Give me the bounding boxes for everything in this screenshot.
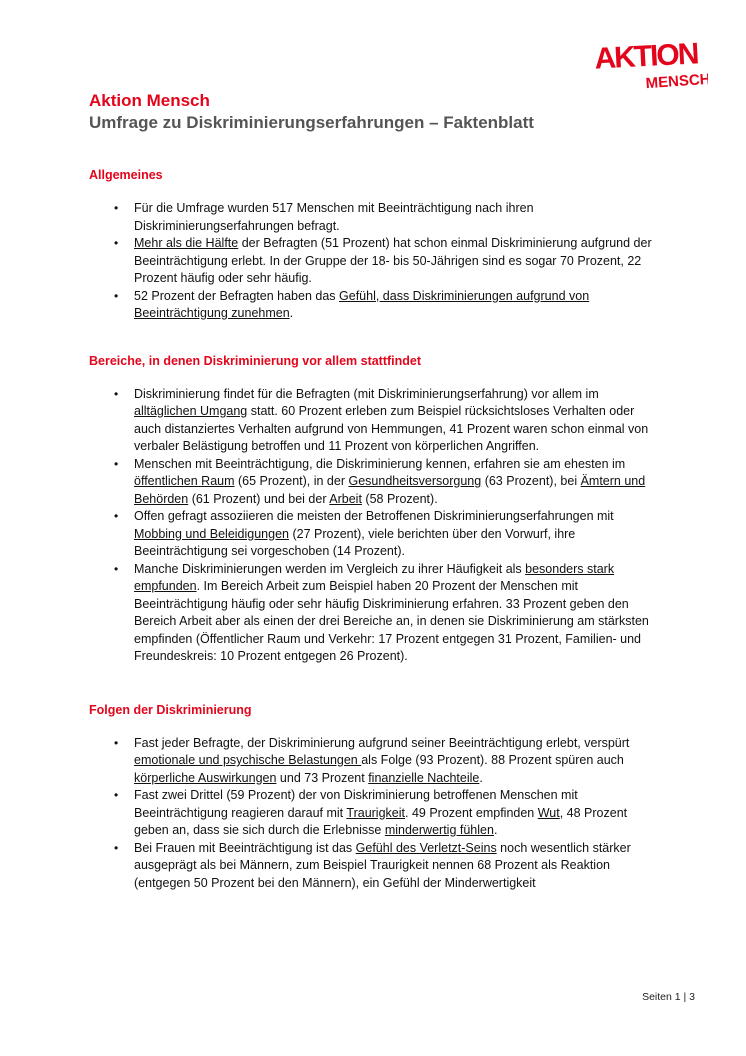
underlined-phrase: öffentlichen Raum	[134, 474, 235, 488]
underlined-phrase: Ämtern und Behörden	[134, 474, 646, 506]
text-segment: (27 Prozent), viele berichten über den Vorwurf, ihre Beeinträchtigung sei vorgeschoben (14 Prozent).	[134, 526, 576, 558]
underlined-phrase: Gefühl des Verletzt-Seins	[355, 840, 497, 855]
text-segment: als Folge (93 Prozent). 88 Prozent spüren auch	[361, 753, 624, 767]
text-segment: (58 Prozent).	[361, 491, 438, 506]
text-segment: Diskriminierung findet für die Befragten (mit Diskriminierungserfahrung) vor allem im	[134, 386, 599, 401]
section-title: Allgemeines	[89, 168, 163, 182]
underlined-phrase: Mobbing und Beleidigungen	[134, 526, 289, 541]
text-segment: .	[479, 770, 483, 785]
text-segment: der Befragten (51 Prozent) hat schon einmal Diskriminierung aufgrund der Beeinträchtigung erlebt. In der Gruppe der 18- bis 50-Jährigen sind es sogar 70 Prozent, 22 Prozent häufig oder sehr häufig.	[134, 236, 652, 285]
section	[89, 353, 659, 666]
bullet-item	[89, 235, 659, 288]
underlined-phrase: Traurigkeit	[346, 805, 405, 820]
text-segment: (65 Prozent), in der	[234, 474, 349, 488]
bullet-list	[89, 735, 659, 893]
underlined-phrase: minderwertig fühlen	[384, 823, 494, 837]
text-segment: (63 Prozent), bei	[481, 474, 581, 488]
text-segment: noch wesentlich stärker ausgeprägt als bei Männern, zum Beispiel Traurigkeit nennen 68 Prozent als Reaktion (entgegen 50 Prozent bei den Männern), ein Gefühl der Minderwertigkeit	[134, 840, 631, 890]
document-title: Umfrage zu Diskriminierungserfahrungen – Faktenblatt	[89, 113, 534, 132]
bullet-list	[89, 386, 659, 666]
text-segment: .	[493, 823, 498, 837]
bullet-list	[89, 200, 659, 323]
text-segment: und 73 Prozent	[276, 770, 369, 785]
text-segment: statt. 60 Prozent erleben zum Beispiel rücksichtsloses Verhalten oder auch distanziertes Verhalten aufgrund von Hemmungen, 41 Prozent waren schon einmal von verbaler Belästigung betroffen und 11 Prozent von körperlichen Angriffen.	[134, 404, 649, 453]
text-segment: Fast zwei Drittel (59 Prozent) der von Diskriminierung betroffenen Menschen mit Beeinträchtigung reagieren darauf mit	[134, 788, 578, 820]
section	[89, 702, 659, 893]
text-segment: .	[289, 306, 294, 320]
underlined-phrase: Mehr als die Hälfte	[134, 236, 239, 250]
underlined-phrase: Gesundheitsversorgung	[348, 474, 482, 488]
document-header	[89, 90, 689, 134]
logo-graphic	[584, 38, 708, 90]
bullet-item	[89, 386, 659, 456]
bullet-item	[89, 456, 659, 509]
text-segment: (61 Prozent) und bei der	[188, 491, 330, 506]
text-segment: Bei Frauen mit Beeinträchtigung ist das	[134, 840, 356, 855]
svg-text:AKTION: AKTION	[593, 38, 699, 76]
bullet-item	[89, 787, 659, 840]
svg-text:MENSCH: MENSCH	[645, 70, 708, 90]
underlined-phrase: alltäglichen Umgang	[134, 404, 248, 418]
underlined-phrase: körperliche Auswirkungen	[134, 770, 277, 785]
text-segment: 52 Prozent der Befragten haben das	[134, 288, 340, 303]
bullet-item	[89, 200, 659, 235]
organization-title: Aktion Mensch	[89, 91, 210, 110]
text-segment: Manche Diskriminierungen werden im Vergleich zu ihrer Häufigkeit als	[134, 561, 526, 576]
aktion-mensch-logo	[584, 38, 708, 90]
underlined-phrase: Gefühl, dass Diskriminierungen aufgrund von Beeinträchtigung zunehmen	[134, 288, 590, 320]
page-number: Seiten 1 | 3	[642, 991, 695, 1003]
bullet-item	[89, 840, 659, 893]
bullet-item	[89, 561, 659, 666]
underlined-phrase: Wut	[537, 805, 560, 820]
text-segment: Menschen mit Beeinträchtigung, die Diskriminierung kennen, erfahren sie am ehesten im	[134, 456, 626, 471]
section	[89, 167, 659, 323]
underlined-phrase: finanzielle Nachteile	[368, 770, 480, 785]
text-segment: Für die Umfrage wurden 517 Menschen mit Beeinträchtigung nach ihren Diskriminierungserfahrungen befragt.	[134, 201, 534, 233]
text-segment: . Im Bereich Arbeit zum Beispiel haben 20 Prozent der Menschen mit Beeinträchtigung häufig oder sehr häufig Diskriminierung erfahren. 33 Prozent geben den Bereich Arbeit aber als einen der drei Bereiche an, in denen sie Diskriminierung am stärksten empfinden (Öffentlicher Raum und Verkehr: 17 Prozent entgegen 31 Prozent, Familien- und Freundeskreis: 10 Prozent entgegen 26 Prozent).	[134, 579, 649, 663]
underlined-phrase: emotionale und psychische Belastungen	[134, 753, 362, 767]
bullet-item	[89, 508, 659, 561]
bullet-item	[89, 735, 659, 788]
text-segment: Fast jeder Befragte, der Diskriminierung aufgrund seiner Beeinträchtigung erlebt, verspürt	[134, 735, 630, 750]
underlined-phrase: Arbeit	[329, 491, 362, 506]
text-segment: . 49 Prozent empfinden	[405, 805, 538, 820]
bullet-item	[89, 288, 659, 323]
text-segment: Offen gefragt assoziieren die meisten der Betroffenen Diskriminierungserfahrungen mit	[134, 509, 614, 523]
section-title: Folgen der Diskriminierung	[89, 702, 252, 717]
underlined-phrase: besonders stark empfunden	[134, 561, 615, 593]
document-body	[89, 167, 659, 892]
text-segment: , 48 Prozent geben an, dass sie sich durch die Erlebnisse	[134, 805, 628, 837]
section-title: Bereiche, in denen Diskriminierung vor allem stattfindet	[89, 353, 422, 368]
